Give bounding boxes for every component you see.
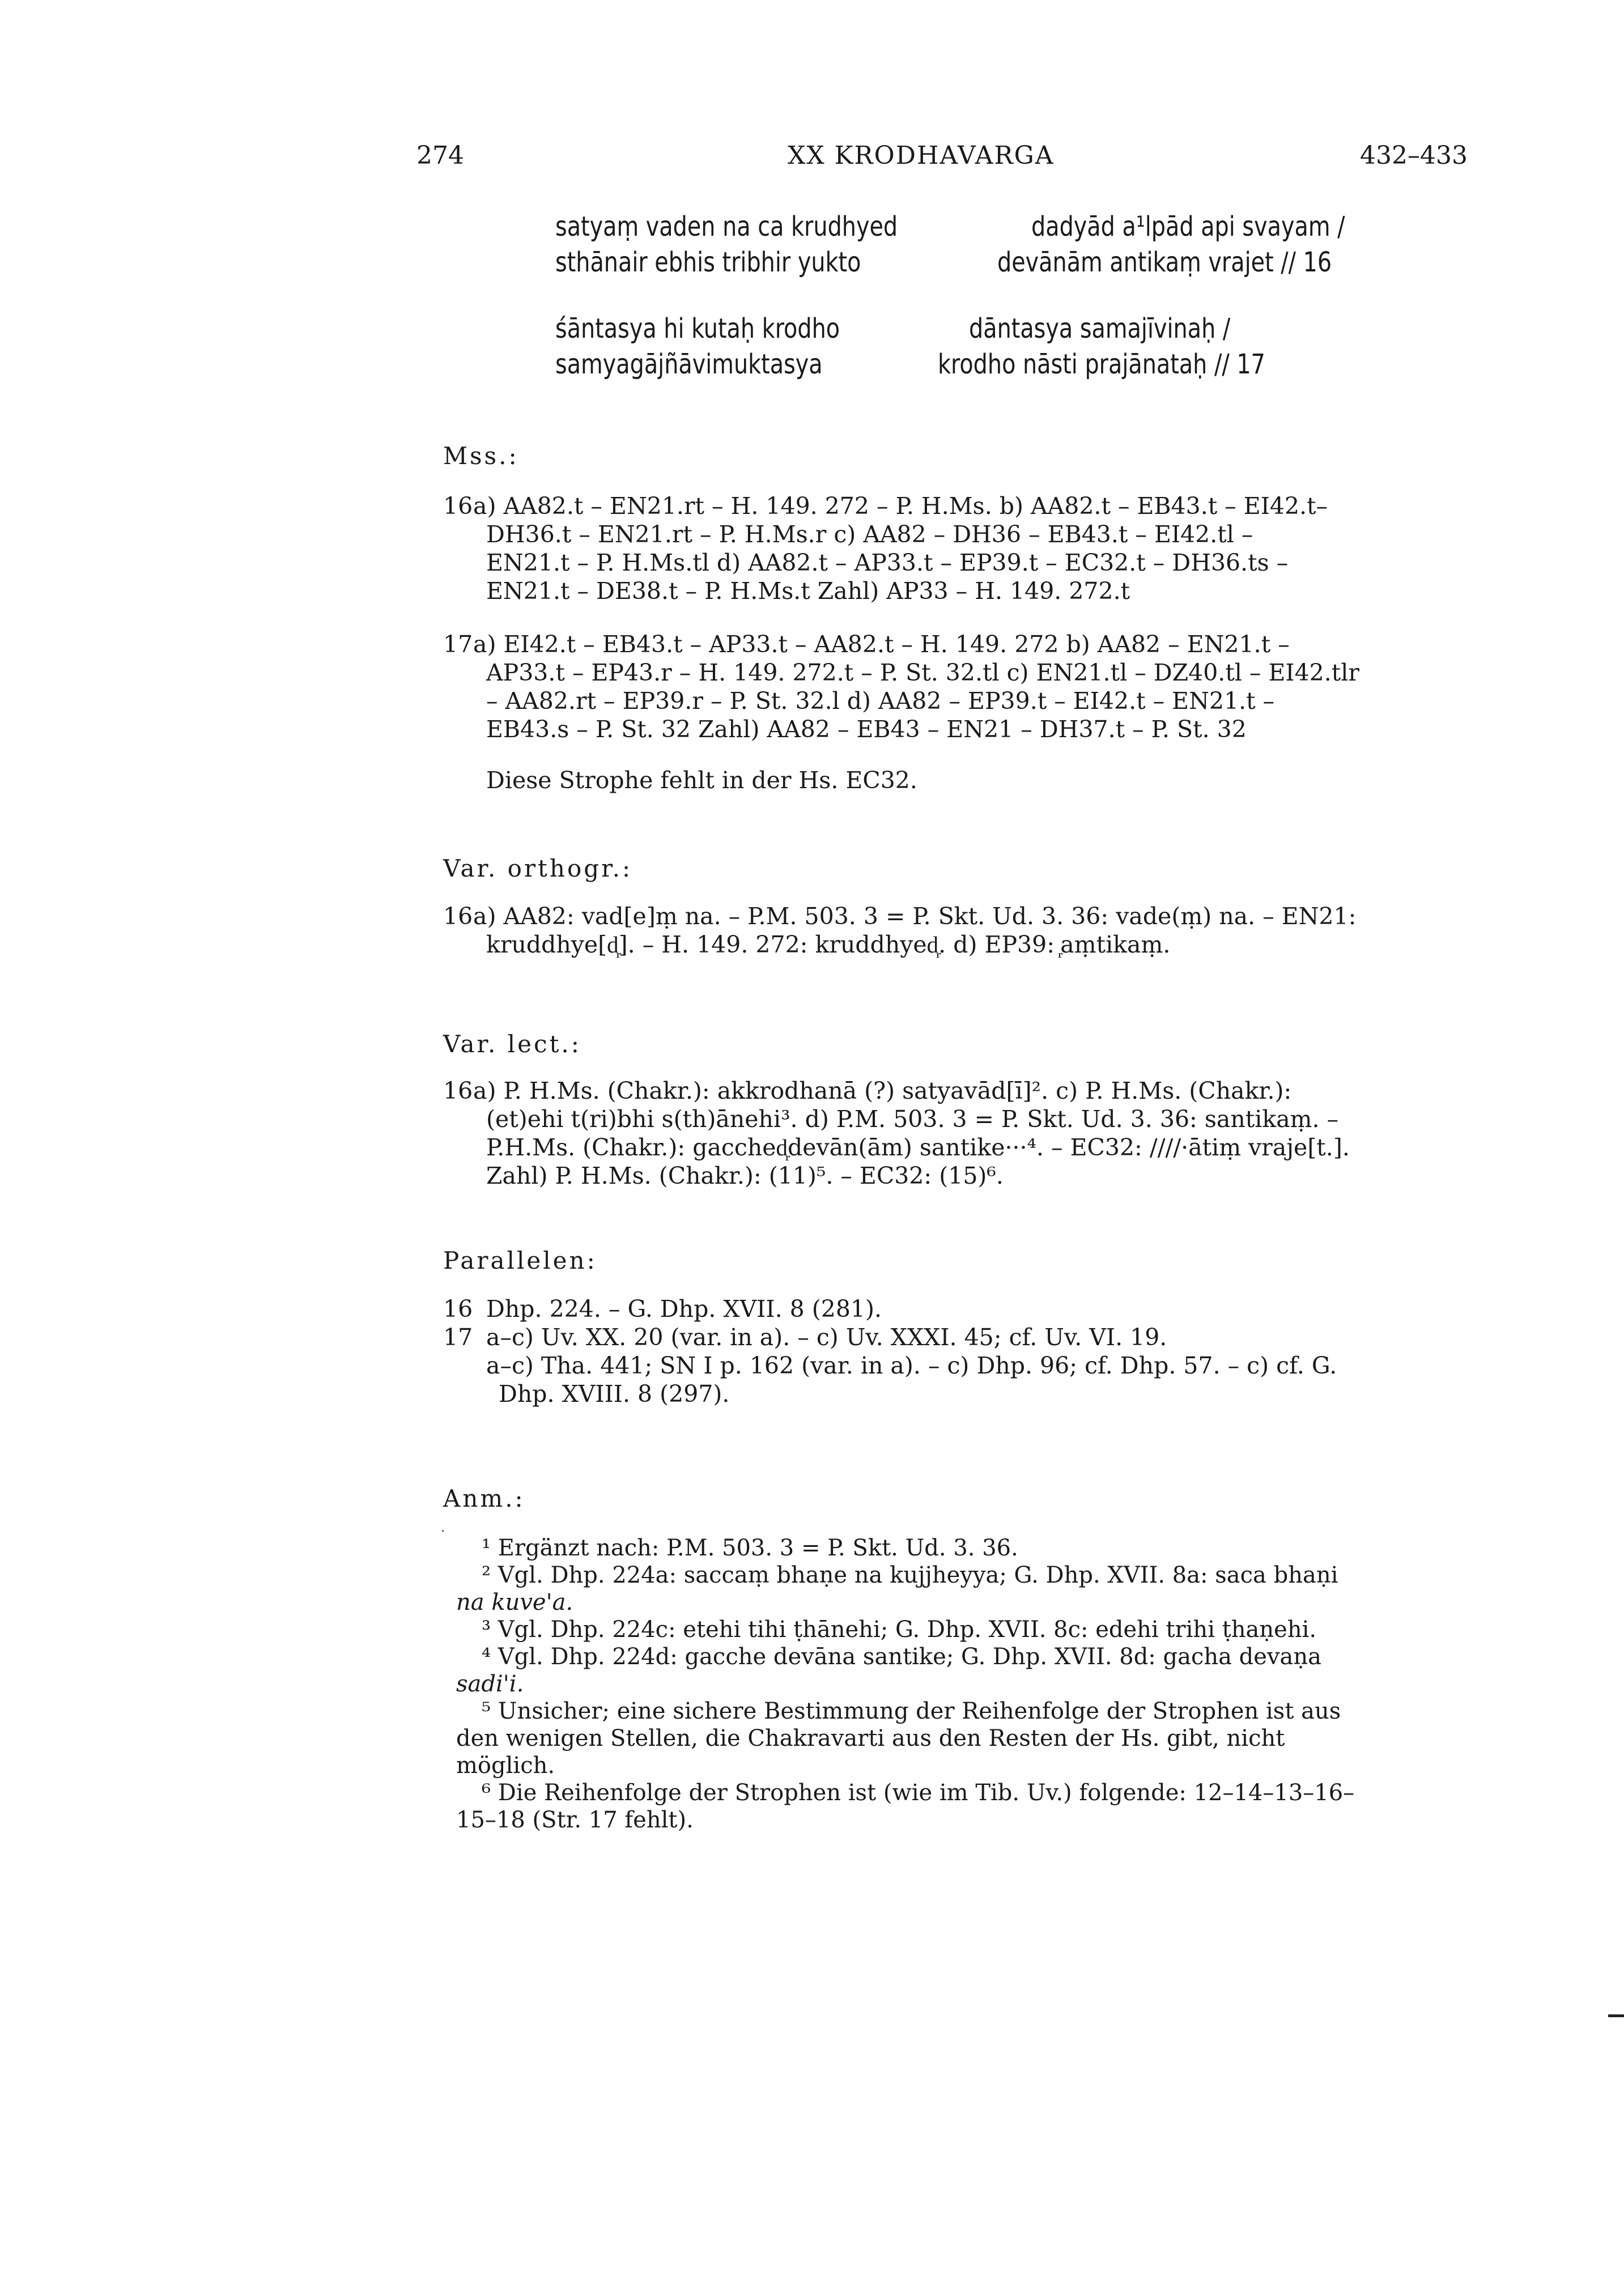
running-title: XX KRODHAVARGA <box>788 141 1055 170</box>
verse-16-line-1b: dadyād a¹lpād api svayam / <box>1031 211 1345 243</box>
parallelen-16-text: Dhp. 224. – G. Dhp. XVII. 8 (281). <box>486 1295 882 1323</box>
mss-entry-16-line-1: a) AA82.t – EN21.rt – H. 149. 272 – P. H.Ms. b) AA82.t – EB43.t – EI42.t– <box>473 492 1328 520</box>
verse-16-line-2a: sthānair ebhis tribhir yukto <box>555 246 861 278</box>
mss-entry-17-line-3: – AA82.rt – EP39.r – P. St. 32.l d) AA82 – EP39.t – EI42.t – EN21.t – <box>486 687 1275 715</box>
parallelen-16-number: 16 <box>443 1295 473 1323</box>
anm-heading: Anm.: <box>443 1485 525 1512</box>
mss-entry-16-line-3: EN21.t – P. H.Ms.tl d) AA82.t – AP33.t – EP39.t – EC32.t – DH36.ts – <box>486 549 1289 576</box>
var-orthogr-heading: Var. orthogr.: <box>443 854 633 882</box>
verse-16-line-2b: devānām antikaṃ vrajet // 16 <box>997 246 1332 278</box>
verse-17-line-1b: dāntasya samajīvinaḥ / <box>969 313 1231 345</box>
anm-note-6-line-2: 15–18 (Str. 17 fehlt). <box>456 1807 694 1833</box>
var-lect-line-1: a) P. H.Ms. (Chakr.): akkrodhanā (?) satyavād[ī]². c) P. H.Ms. (Chakr.): <box>473 1077 1292 1104</box>
mss-missing-note: Diese Strophe fehlt in der Hs. EC32. <box>486 767 917 794</box>
section-range: 432–433 <box>1360 141 1468 170</box>
anm-note-3: ³ Vgl. Dhp. 224c: etehi tihi ṭhānehi; G. Dhp. XVII. 8c: edehi trihi ṭhaṇehi. <box>482 1617 1317 1643</box>
mss-entry-17-line-2: AP33.t – EP43.r – H. 149. 272.t – P. St. 32.tl c) EN21.tl – DZ40.tl – EI42.tlr <box>486 659 1359 686</box>
var-lect-line-4: Zahl) P. H.Ms. (Chakr.): (11)⁵. – EC32: (15)⁶. <box>486 1162 1004 1189</box>
anm-note-6-line-1: ⁶ Die Reihenfolge der Strophen ist (wie im Tib. Uv.) folgende: 12–14–13–16– <box>482 1780 1355 1806</box>
scan-edge-mark <box>1608 2014 1624 2017</box>
var-lect-entry-number: 16 <box>443 1077 473 1104</box>
mss-entry-16-line-4: EN21.t – DE38.t – P. H.Ms.t Zahl) AP33 – H. 149. 272.t <box>486 577 1130 605</box>
parallelen-17-number: 17 <box>443 1324 473 1351</box>
var-lect-line-2: (et)ehi t(ri)bhi s(th)ānehi³. d) P.M. 503. 3 = P. Skt. Ud. 3. 36: santikaṃ. – <box>486 1106 1339 1133</box>
anm-note-5-line-1: ⁵ Unsicher; eine sichere Bestimmung der Reihenfolge der Strophen ist aus <box>482 1698 1341 1724</box>
verse-17-line-1a: śāntasya hi kutaḥ krodho <box>555 313 840 345</box>
scan-dot <box>442 1530 444 1532</box>
parallelen-heading: Parallelen: <box>443 1247 597 1274</box>
parallelen-17-line-2: a–c) Tha. 441; SN I p. 162 (var. in a). – c) Dhp. 96; cf. Dhp. 57. – c) cf. G. <box>486 1352 1337 1379</box>
var-orthogr-entry-number: 16 <box>443 903 473 930</box>
page-number: 274 <box>416 141 464 170</box>
anm-note-2-line-2: na kuve'a. <box>456 1589 573 1615</box>
mss-heading: Mss.: <box>443 442 519 470</box>
anm-note-4-line-2: sadi'i. <box>456 1671 524 1697</box>
anm-note-5-line-2: den wenigen Stellen, die Chakravarti aus den Resten der Hs. gibt, nicht <box>456 1725 1285 1751</box>
parallelen-17-line-3: Dhp. XVIII. 8 (297). <box>499 1380 730 1408</box>
anm-note-4-line-1: ⁴ Vgl. Dhp. 224d: gacche devāna santike; G. Dhp. XVII. 8d: gacha devaṇa <box>482 1644 1322 1670</box>
mss-entry-17-line-1: a) EI42.t – EB43.t – AP33.t – AA82.t – H. 149. 272 b) AA82 – EN21.t – <box>473 631 1290 658</box>
var-lect-line-3: P.H.Ms. (Chakr.): gacched᷊devān(ām) santike···⁴. – EC32: ////·ātiṃ vraje[t.]. <box>486 1134 1350 1161</box>
verse-17-line-2a: samyagājñāvimuktasya <box>555 348 823 380</box>
verse-16-line-1a: satyaṃ vaden na ca krudhyed <box>555 211 898 243</box>
var-orthogr-line-1: a) AA82: vad[e]ṃ na. – P.M. 503. 3 = P. Skt. Ud. 3. 36: vade(ṃ) na. – EN21: <box>473 903 1357 930</box>
anm-note-2-line-1: ² Vgl. Dhp. 224a: saccaṃ bhaṇe na kujjheyya; G. Dhp. XVII. 8a: saca bhaṇi <box>482 1562 1338 1588</box>
mss-entry-16-line-2: DH36.t – EN21.rt – P. H.Ms.r c) AA82 – DH36 – EB43.t – EI42.tl – <box>486 521 1253 548</box>
var-lect-heading: Var. lect.: <box>443 1030 581 1058</box>
verse-17-line-2b: krodho nāsti prajānataḥ // 17 <box>938 348 1265 380</box>
mss-entry-16-number: 16 <box>443 492 473 520</box>
var-orthogr-line-2: kruddhye[d᷊]. – H. 149. 272: kruddhyed᷊. d) EP39: ᷊aṃtikaṃ. <box>486 931 1171 958</box>
parallelen-17-line-1: a–c) Uv. XX. 20 (var. in a). – c) Uv. XXXI. 45; cf. Uv. VI. 19. <box>486 1324 1167 1351</box>
anm-note-5-line-3: möglich. <box>456 1753 555 1779</box>
mss-entry-17-line-4: EB43.s – P. St. 32 Zahl) AA82 – EB43 – EN21 – DH37.t – P. St. 32 <box>486 716 1247 743</box>
mss-entry-17-number: 17 <box>443 631 473 658</box>
anm-note-1: ¹ Ergänzt nach: P.M. 503. 3 = P. Skt. Ud. 3. 36. <box>482 1535 1018 1561</box>
